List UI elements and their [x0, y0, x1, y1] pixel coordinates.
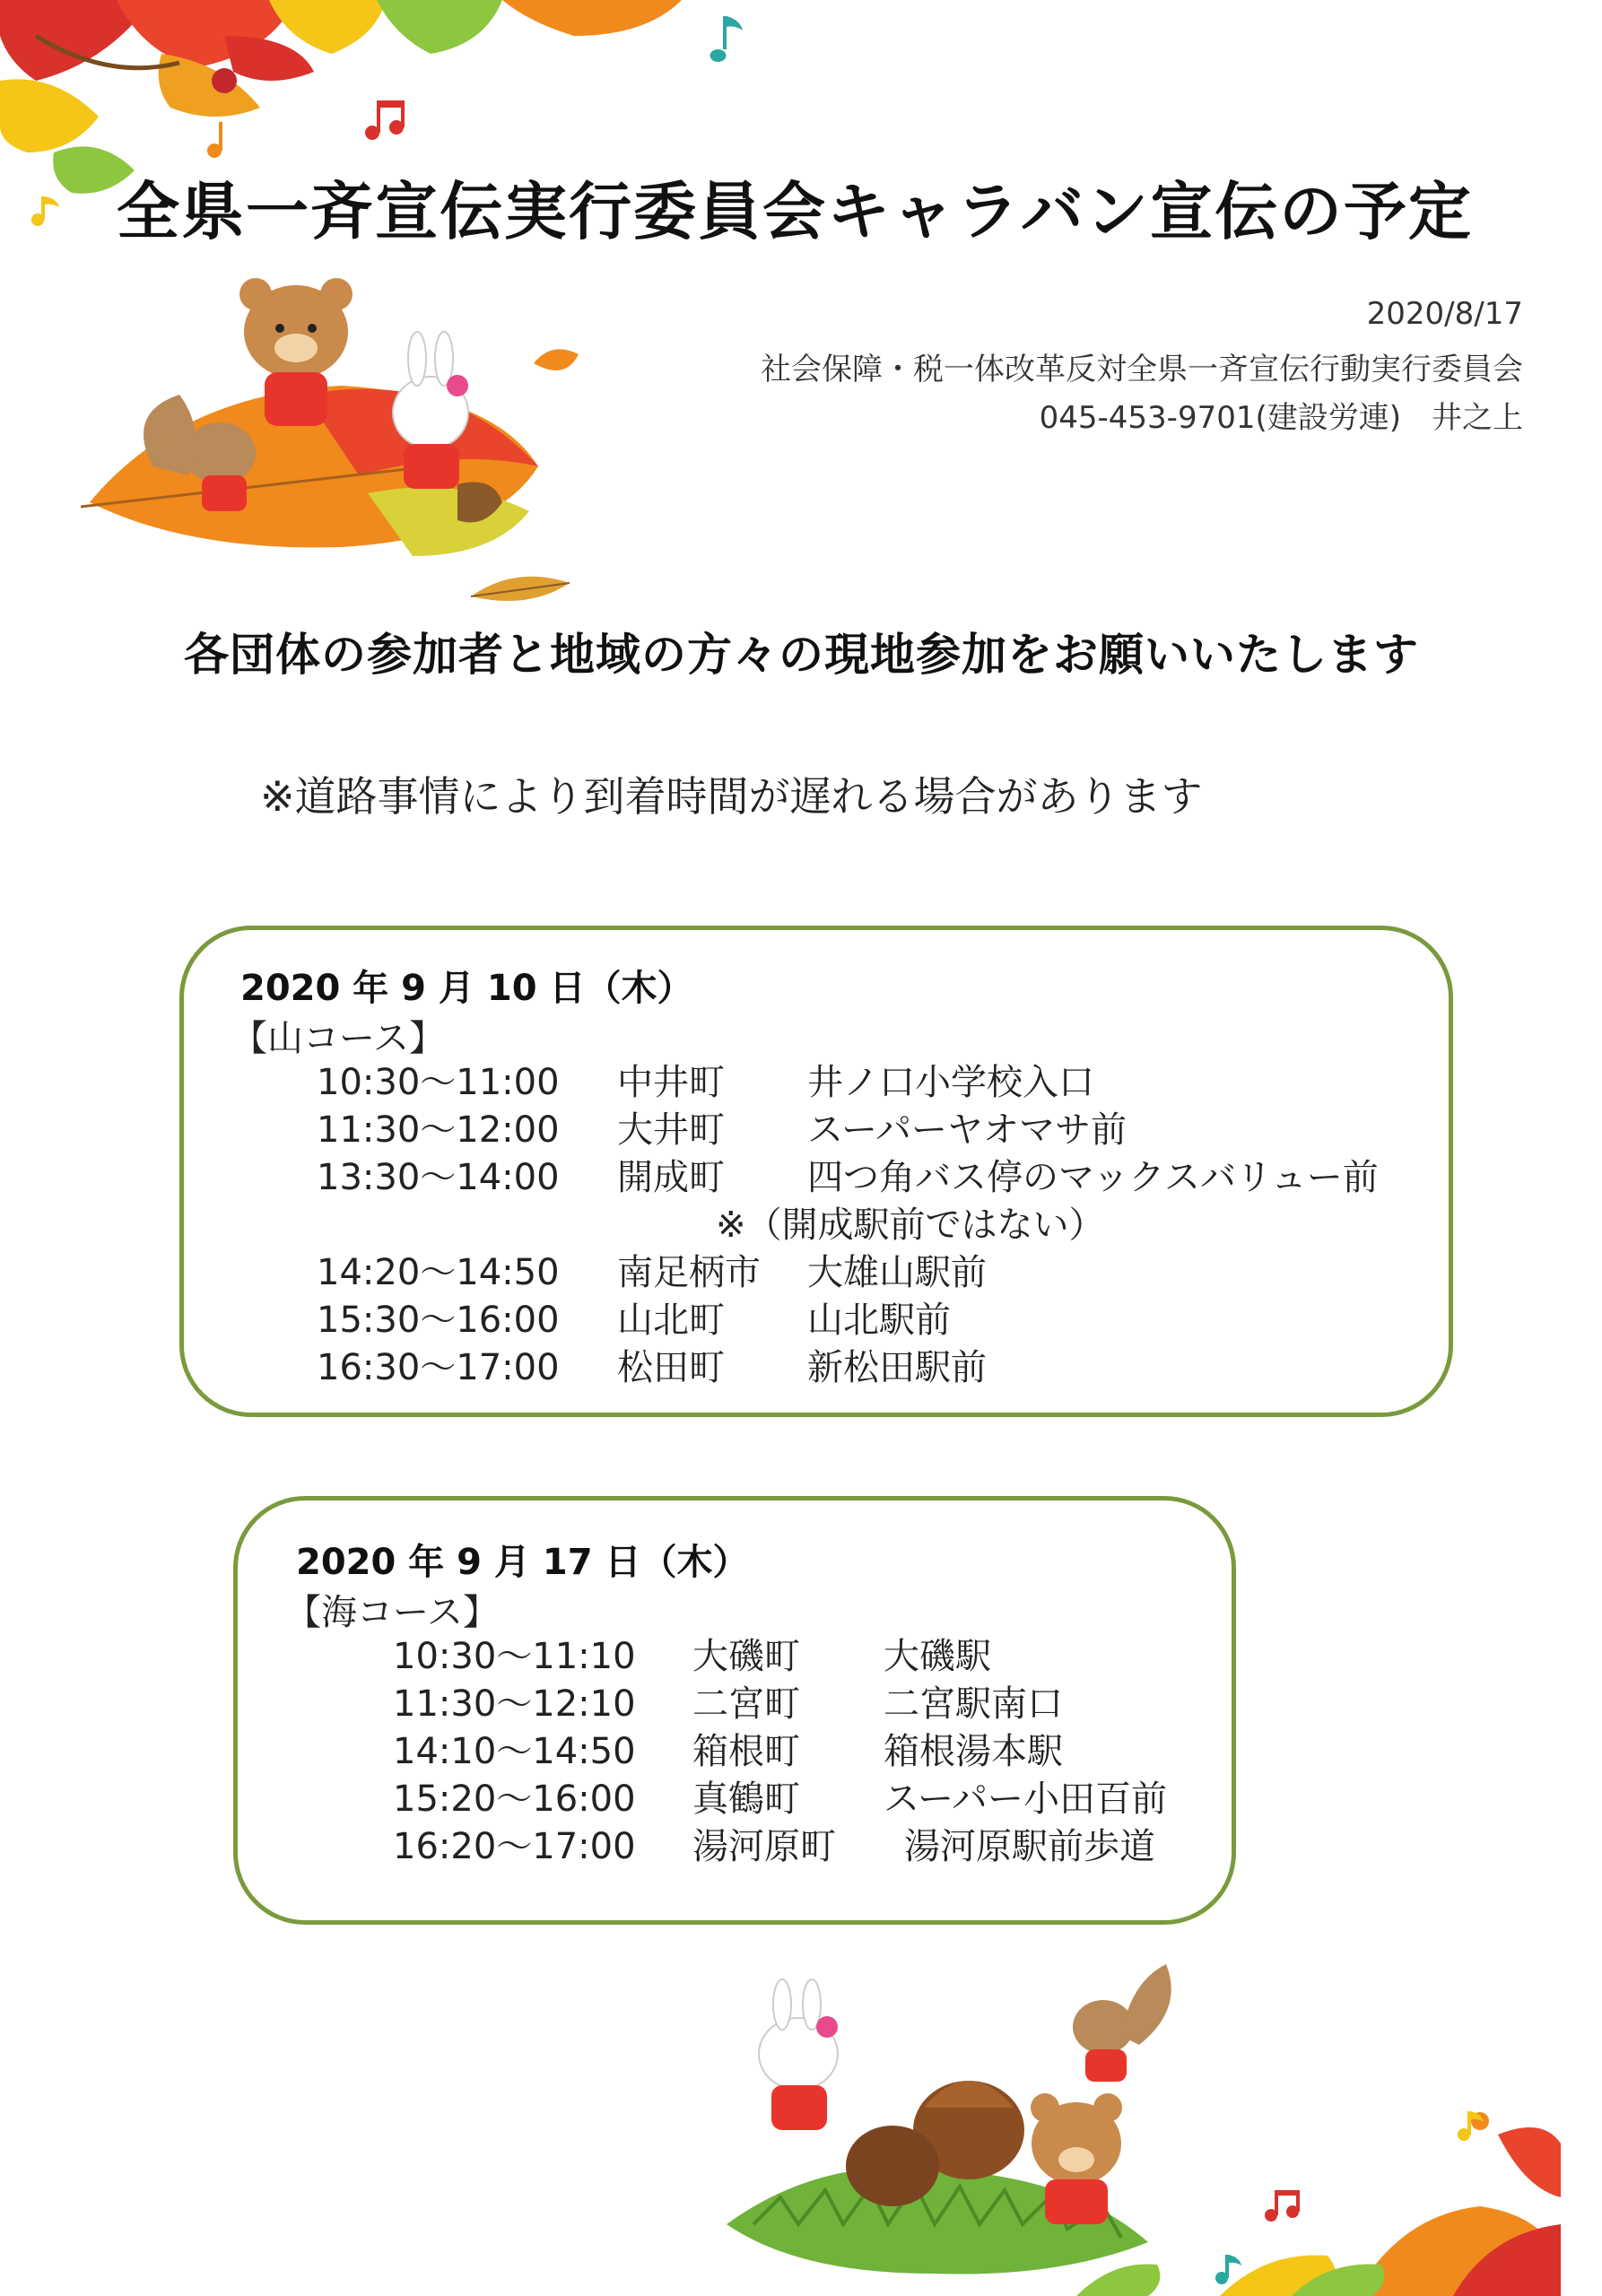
row-time: 16:20～17:00: [393, 1826, 636, 1867]
schedule-date: 2020 年 9 月 10 日（木）: [240, 968, 693, 1009]
row-place: スーパー小田百前: [884, 1779, 1167, 1820]
row-place: 湯河原駅前歩道: [904, 1826, 1155, 1867]
row-time: 16:30～17:00: [317, 1347, 560, 1388]
music-note-icon: [1211, 2251, 1247, 2287]
row-town: 湯河原町: [692, 1826, 836, 1867]
table-row: [0, 1680, 1602, 1728]
row-place: 大磯駅: [884, 1636, 991, 1677]
table-row: [0, 1058, 1602, 1107]
contact-info: 045-453-9701(建設労連) 井之上: [1039, 400, 1523, 436]
row-town: 中井町: [617, 1062, 725, 1103]
row-time: 11:30～12:00: [317, 1109, 560, 1151]
music-note-icon: [27, 193, 72, 229]
row-place: 箱根湯本駅: [884, 1731, 1063, 1772]
music-note-icon: [700, 9, 753, 63]
table-row: [0, 1153, 1602, 1202]
row-town: 山北町: [617, 1300, 725, 1341]
row-time: 11:30～12:10: [393, 1683, 636, 1725]
music-note-icon: [1260, 2188, 1305, 2224]
schedule-remark-row: [0, 1201, 1602, 1249]
table-row: [0, 1727, 1602, 1776]
row-town: 松田町: [617, 1347, 725, 1388]
schedule-remark: ※（開成駅前ではない）: [716, 1205, 1105, 1246]
row-town: 二宮町: [692, 1683, 800, 1725]
row-place: 大雄山駅前: [807, 1252, 987, 1293]
issue-date: 2020/8/17: [1366, 296, 1523, 332]
row-time: 14:10～14:50: [393, 1731, 636, 1772]
course-name: 【海コース】: [285, 1592, 499, 1633]
row-time: 13:30～14:00: [317, 1157, 560, 1198]
row-place: スーパーヤオマサ前: [807, 1109, 1127, 1151]
row-time: 10:30～11:00: [317, 1062, 560, 1103]
table-row: [0, 1822, 1602, 1871]
schedule-date: 2020 年 9 月 17 日（木）: [296, 1542, 749, 1583]
row-time: 15:20～16:00: [393, 1779, 636, 1820]
music-note-icon: [359, 99, 413, 144]
falling-leaf-icon: [466, 565, 574, 610]
table-row: [0, 1775, 1602, 1823]
row-place: 新松田駅前: [807, 1347, 987, 1388]
row-place: 山北駅前: [807, 1300, 951, 1341]
table-row: [0, 1248, 1602, 1297]
row-time: 10:30～11:10: [393, 1636, 636, 1677]
row-place: 二宮駅南口: [884, 1683, 1063, 1725]
row-town: 大井町: [617, 1109, 725, 1151]
course-name: 【山コース】: [231, 1018, 445, 1059]
table-row: [0, 1296, 1602, 1344]
organization-name: 社会保障・税一体改革反対全県一斉宣伝行動実行委員会: [761, 352, 1523, 387]
arrival-time-note: ※道路事情により到着時間が遅れる場合があります: [260, 772, 1203, 821]
page-title: 全県一斉宣伝実行委員会キャラバン宣伝の予定: [117, 175, 1473, 248]
table-row: [0, 1106, 1602, 1154]
row-time: 15:30～16:00: [317, 1300, 560, 1341]
table-row: [0, 1344, 1602, 1392]
row-town: 箱根町: [692, 1731, 800, 1772]
row-time: 14:20～14:50: [317, 1252, 560, 1293]
table-row: [0, 1632, 1602, 1681]
music-note-icon: [1453, 2108, 1489, 2144]
row-town: 開成町: [617, 1157, 725, 1198]
row-town: 大磯町: [692, 1636, 800, 1677]
row-town: 南足柄市: [617, 1252, 761, 1293]
falling-leaf-icon: [529, 341, 583, 386]
row-place: 井ノ口小学校入口: [807, 1062, 1094, 1103]
row-town: 真鶴町: [692, 1779, 800, 1820]
music-note-icon: [202, 117, 238, 161]
row-place: 四つ角バス停のマックスバリュー前: [807, 1157, 1379, 1198]
participation-appeal: 各団体の参加者と地域の方々の現地参加をお願いいたします: [184, 629, 1419, 681]
